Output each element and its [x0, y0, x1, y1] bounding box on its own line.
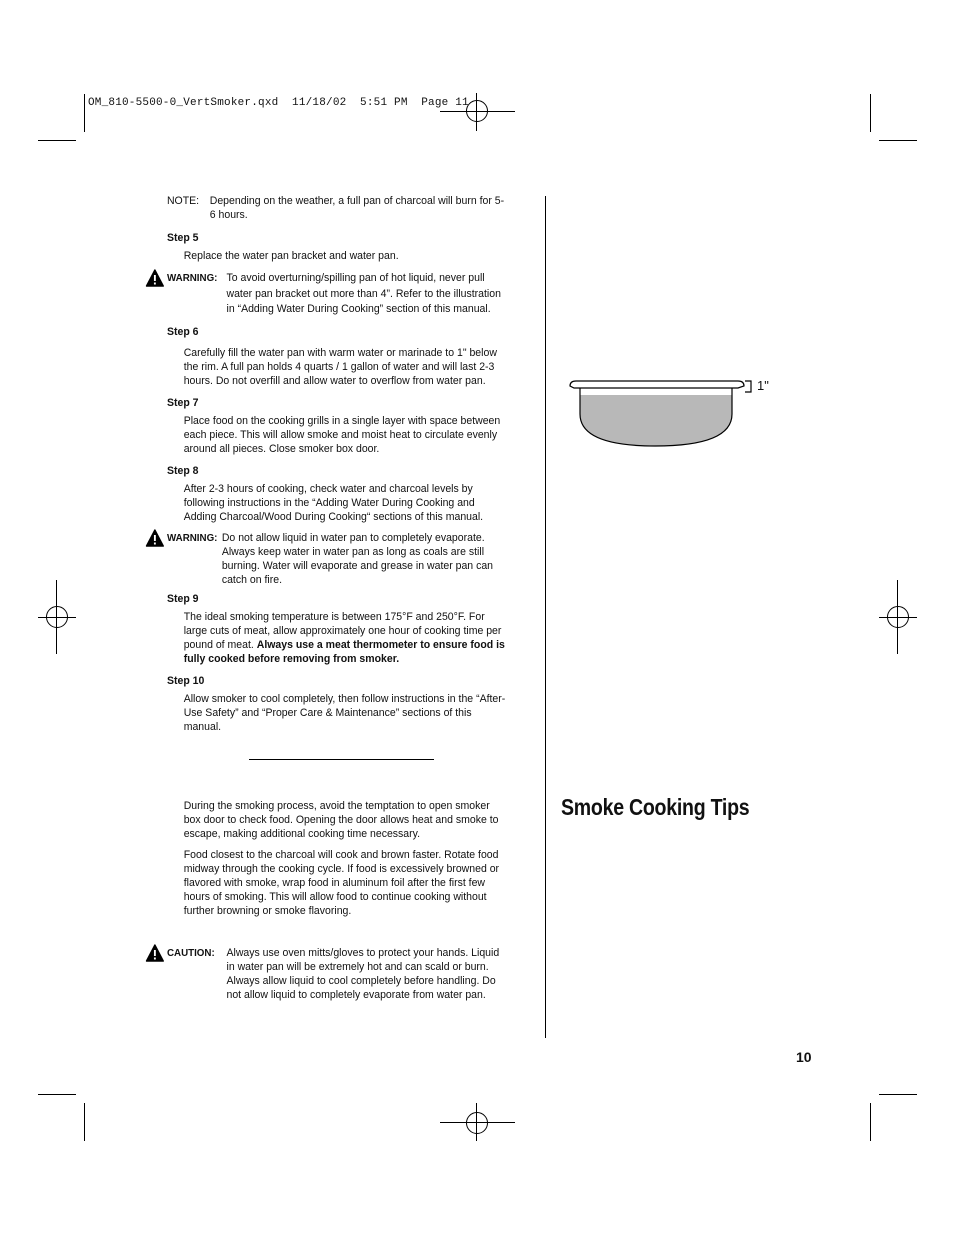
registration-mark-icon	[466, 1112, 488, 1134]
crop-mark	[870, 1103, 871, 1141]
pan-depth-label: 1"	[757, 378, 769, 393]
warning-triangle-icon	[146, 529, 165, 547]
warning-block	[140, 531, 507, 587]
warning-text: To avoid overturning/spilling pan of hot liquid, never pull water pan bracket out more than 4”. Refer to the illustration in “Adding Water During Cooking” section of this manual.	[226, 272, 501, 315]
note-text: Depending on the weather, a full pan of charcoal will burn for 5-6 hours.	[209, 195, 505, 221]
step-label: Step 5	[166, 232, 199, 244]
water-pan-illustration	[566, 376, 756, 452]
step-label: Step 7	[166, 397, 199, 409]
warning-text: Do not allow liquid in water pan to completely evaporate. Always keep water in water pan as long as coals are still burning. Water will evaporate and grease in water pan can catch on fire.	[221, 532, 494, 586]
section-heading: Smoke Cooking Tips	[561, 794, 750, 820]
note-block	[140, 194, 507, 222]
page-number: 10	[796, 1049, 812, 1065]
tip-paragraph	[140, 799, 507, 841]
step-text: Carefully fill the water pan with warm water or marinade to 1" below the rim. A full pan holds 4 quarts / 1 gallon of water and will last 2-3 hours. Do not overfill and allow water to overflow from water pan.	[183, 347, 497, 387]
registration-line	[879, 617, 917, 618]
step-text-regular: The ideal smoking temperature is between 175°F and 250°F. For large cuts of meat, allow approximately one hour of cooking time per pound of meat.	[183, 611, 502, 651]
caution-label: CAUTION:	[166, 947, 215, 959]
registration-line	[440, 1122, 515, 1123]
crop-mark	[879, 140, 917, 141]
tip-paragraph	[140, 848, 507, 918]
step-text: Allow smoker to cool completely, then follow instructions in the “After-Use Safety” and “Proper Care & Maintenance” sections of this manual.	[183, 693, 506, 733]
column-divider	[545, 196, 546, 1038]
step-6	[140, 325, 507, 388]
warning-triangle-icon	[146, 269, 165, 287]
file-slug: OM_810-5500-0_VertSmoker.qxd 11/18/02 5:51 PM Page 11	[88, 97, 469, 109]
step-8	[140, 464, 507, 524]
step-label: Step 6	[166, 326, 199, 338]
crop-mark	[870, 94, 871, 132]
note-label: NOTE:	[166, 195, 200, 207]
step-text: After 2-3 hours of cooking, check water and charcoal levels by following instructions in the “Adding Water During Cooking and Adding Charcoal/Wood During Cooking“ sections of this manual.	[183, 483, 484, 523]
tip-text: Food closest to the charcoal will cook and brown faster. Rotate food midway through the cooking cycle. If food is excessively browned or flavored with smoke, wrap food in aluminum foil after the first few hours of smoking. This will allow food to continue cooking without further browning or smoke flavoring.	[183, 849, 500, 917]
step-label: Step 9	[166, 593, 199, 605]
step-7	[140, 396, 507, 456]
step-9	[140, 592, 507, 666]
registration-line	[38, 617, 76, 618]
registration-line	[440, 111, 515, 112]
tip-text: During the smoking process, avoid the temptation to open smoker box door to check food. Opening the door allows heat and smoke to escape, making additional cooking time necessary.	[183, 800, 499, 840]
crop-mark	[84, 1103, 85, 1141]
step-text-bold: Always use a meat thermometer to ensure food is fully cooked before removing from smoker.	[183, 639, 505, 665]
warning-label: WARNING:	[166, 532, 218, 544]
caution-block	[140, 946, 507, 1002]
warning-label: WARNING:	[166, 272, 218, 284]
warning-block	[140, 271, 507, 318]
crop-mark	[879, 1094, 917, 1095]
step-label: Step 10	[166, 675, 205, 687]
step-10	[140, 674, 507, 734]
step-text	[140, 610, 507, 666]
step-label: Step 8	[166, 465, 199, 477]
crop-mark	[38, 140, 76, 141]
caution-text: Always use oven mitts/gloves to protect your hands. Liquid in water pan will be extremely hot and can scald or burn. Always allow liquid to cool completely before handling. Do not allow liquid to completely evaporate from water pan.	[226, 947, 500, 1001]
warning-triangle-icon	[146, 944, 165, 962]
section-rule	[249, 759, 434, 760]
step-text: Place food on the cooking grills in a single layer with space between each piece. This will allow smoke and moist heat to circulate evenly around all pieces. Close smoker box door.	[183, 415, 501, 455]
step-5	[140, 231, 507, 263]
crop-mark	[38, 1094, 76, 1095]
registration-line	[476, 93, 477, 131]
step-text: Replace the water pan bracket and water pan.	[183, 250, 399, 262]
crop-mark	[84, 94, 85, 132]
